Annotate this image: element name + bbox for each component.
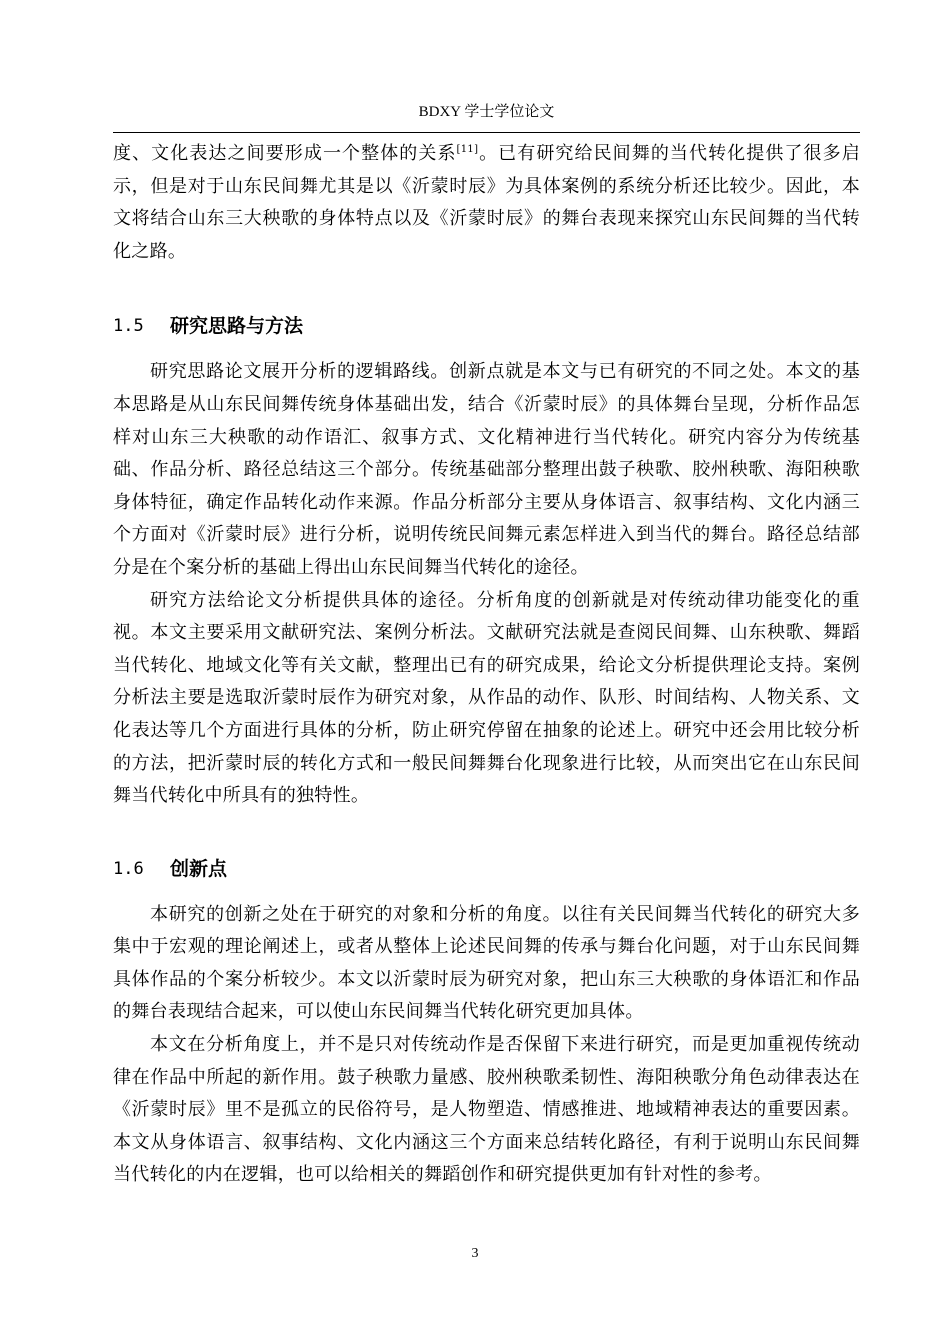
body-paragraph: 研究方法给论文分析提供具体的途径。分析角度的创新就是对传统动律功能变化的重视。本文主要采用文献研究法、案例分析法。文献研究法就是查阅民间舞、山东秧歌、舞蹈当代转化、地域文化等有关文献，整理出已有的研究成果，给论文分析提供理论支持。案例分析法主要是选取沂蒙时辰作为研究对象，从作品的动作、队形、时间结构、人物关系、文化表达等几个方面进行具体的分析，防止研究停留在抽象的论述上。研究中还会用比较分析的方法，把沂蒙时辰的转化方式和一般民间舞舞台化现象进行比较，从而突出它在山东民间舞当代转化中所具有的独特性。 (113, 589, 860, 807)
section-title: 创新点 (170, 857, 228, 880)
section-heading-1-5 (113, 312, 860, 340)
section-number: 1.5 (113, 316, 144, 337)
page-number: 3 (471, 1246, 479, 1261)
section-number: 1.6 (113, 858, 144, 879)
body-paragraph: 本研究的创新之处在于研究的对象和分析的角度。以往有关民间舞当代转化的研究大多集中于宏观的理论阐述上，或者从整体上论述民间舞的传承与舞台化问题，对于山东民间舞具体作品的个案分析较少。本文以沂蒙时辰为研究对象，把山东三大秧歌的身体语汇和作品的舞台表现结合起来，可以使山东民间舞当代转化研究更加具体。 (113, 903, 860, 1023)
header-rule (113, 132, 860, 133)
body-paragraph: 本文在分析角度上，并不是只对传统动作是否保留下来进行研究，而是更加重视传统动律在作品中所起的新作用。鼓子秧歌力量感、胶州秧歌柔韧性、海阳秧歌分角色动律表达在《沂蒙时辰》里不是孤立的民俗符号，是人物塑造、情感推进、地域精神表达的重要因素。本文从身体语言、叙事结构、文化内涵这三个方面来总结转化路径，有利于说明山东民间舞当代转化的内在逻辑，也可以给相关的舞蹈创作和研究提供更加有针对性的参考。 (113, 1034, 860, 1186)
continuation-text-rest: 。已有研究给民间舞的当代转化提供了很多启示，但是对于山东民间舞尤其是以《沂蒙时辰》为具体案例的系统分析还比较少。因此，本文将结合山东三大秧歌的身体特点以及《沂蒙时辰》的舞台表现来探究山东民间舞的当代转化之路。 (113, 143, 860, 262)
continuation-paragraph (113, 138, 860, 268)
body-paragraph: 研究思路论文展开分析的逻辑路线。创新点就是本文与已有研究的不同之处。本文的基本思路是从山东民间舞传统身体基础出发，结合《沂蒙时辰》的具体舞台呈现，分析作品怎样对山东三大秧歌的动作语汇、叙事方式、文化精神进行当代转化。研究内容分为传统基础、作品分析、路径总结这三个部分。传统基础部分整理出鼓子秧歌、胶州秧歌、海阳秧歌身体特征，确定作品转化动作来源。作品分析部分主要从身体语言、叙事结构、文化内涵三个方面对《沂蒙时辰》进行分析，说明传统民间舞元素怎样进入到当代的舞台。路径总结部分是在个案分析的基础上得出山东民间舞当代转化的途径。 (113, 361, 860, 578)
section-title: 研究思路与方法 (170, 315, 304, 338)
section-heading-1-6 (113, 855, 860, 883)
continuation-text: 度、文化表达之间要形成一个整体的关系 (113, 143, 457, 164)
citation-ref: [11] (456, 144, 479, 155)
running-header: BDXY 学士学位论文 (418, 104, 555, 120)
page-body (113, 138, 860, 1192)
